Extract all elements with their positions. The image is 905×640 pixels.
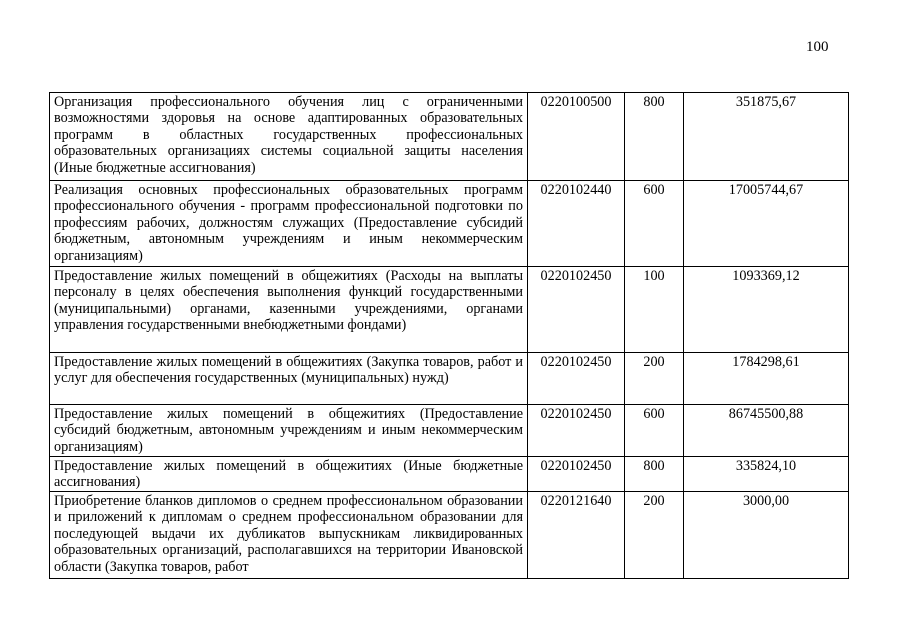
target-code-cell: 0220102450 (528, 267, 625, 353)
amount-cell: 1093369,12 (684, 267, 849, 353)
table-row (50, 353, 849, 405)
expense-type-cell: 800 (625, 457, 684, 492)
expense-name-cell: Организация профессионального обучения лиц с ограниченными возможностями здоровья на основе адаптированных образовательных программ в областных государственных профессиональных образовательных организациях системы социальной защиты населения (Иные бюджетные ассигнования) (50, 93, 528, 181)
target-code-cell: 0220102450 (528, 405, 625, 457)
target-code-cell: 0220100500 (528, 93, 625, 181)
expense-type-cell: 200 (625, 492, 684, 579)
expense-name-cell: Предоставление жилых помещений в общежитиях (Иные бюджетные ассигнования) (50, 457, 528, 492)
expense-type-cell: 600 (625, 405, 684, 457)
expense-type-cell: 200 (625, 353, 684, 405)
table-row (50, 181, 849, 267)
target-code-cell: 0220102440 (528, 181, 625, 267)
expense-name-cell: Предоставление жилых помещений в общежитиях (Закупка товаров, работ и услуг для обеспечения государственных (муниципальных) нужд) (50, 353, 528, 405)
target-code-cell: 0220102450 (528, 353, 625, 405)
expense-type-cell: 100 (625, 267, 684, 353)
expense-name-cell: Предоставление жилых помещений в общежитиях (Расходы на выплаты персоналу в целях обеспечения выполнения функций государственными (муниципальными) органами, казенными учреждениями, органами управления государственными внебюджетными фондами) (50, 267, 528, 353)
expense-type-cell: 800 (625, 93, 684, 181)
amount-cell: 3000,00 (684, 492, 849, 579)
table-row (50, 93, 849, 181)
amount-cell: 17005744,67 (684, 181, 849, 267)
expense-name-cell: Приобретение бланков дипломов о среднем профессиональном образовании и приложений к дипломам о среднем профессиональном образовании для последующей выдачи их дубликатов выпускникам ликвидированных образовательных организаций, располагавшихся на территории Ивановской области (Закупка товаров, работ (50, 492, 528, 579)
amount-cell: 1784298,61 (684, 353, 849, 405)
table-row (50, 405, 849, 457)
amount-cell: 335824,10 (684, 457, 849, 492)
expense-type-cell: 600 (625, 181, 684, 267)
amount-cell: 351875,67 (684, 93, 849, 181)
target-code-cell: 0220102450 (528, 457, 625, 492)
table-row (50, 457, 849, 492)
expense-name-cell: Предоставление жилых помещений в общежитиях (Предоставление субсидий бюджетным, автономным учреждениям и иным некоммерческим организациям) (50, 405, 528, 457)
table-row (50, 267, 849, 353)
budget-table (49, 92, 849, 579)
expense-name-cell: Реализация основных профессиональных образовательных программ профессионального обучения - программ профессиональной подготовки по профессиям рабочих, должностям служащих (Предоставление субсидий бюджетным, автономным учреждениям и иным некоммерческим организациям) (50, 181, 528, 267)
amount-cell: 86745500,88 (684, 405, 849, 457)
table-row (50, 492, 849, 579)
target-code-cell: 0220121640 (528, 492, 625, 579)
page-number: 100 (806, 39, 829, 55)
